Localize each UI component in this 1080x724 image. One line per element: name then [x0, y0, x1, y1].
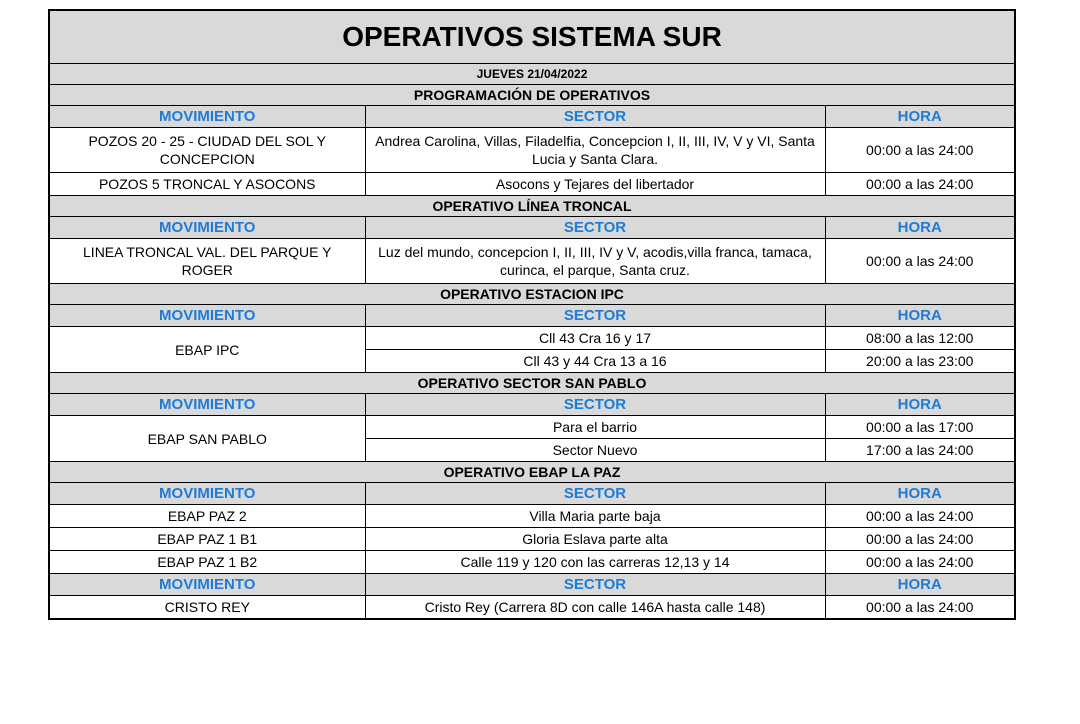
- header-sector: SECTOR: [365, 106, 825, 128]
- hora-cell: 00:00 a las 24:00: [825, 239, 1015, 284]
- table-row: [49, 128, 1015, 173]
- hora-cell: 00:00 a las 24:00: [825, 596, 1015, 620]
- table-row: [49, 327, 1015, 350]
- section-title-sanpablo: OPERATIVO SECTOR SAN PABLO: [49, 373, 1015, 394]
- movimiento-cell: EBAP PAZ 1 B2: [49, 551, 365, 574]
- header-movimiento: MOVIMIENTO: [49, 217, 365, 239]
- header-hora: HORA: [825, 394, 1015, 416]
- hora-cell: 08:00 a las 12:00: [825, 327, 1015, 350]
- header-hora: HORA: [825, 483, 1015, 505]
- sector-cell: Andrea Carolina, Villas, Filadelfia, Concepcion I, II, III, IV, V y VI, Santa Lucia y Santa Clara.: [365, 128, 825, 173]
- operativos-table: [48, 9, 1016, 620]
- table-row: [49, 551, 1015, 574]
- hora-cell: 00:00 a las 24:00: [825, 173, 1015, 196]
- hora-cell: 00:00 a las 24:00: [825, 128, 1015, 173]
- hora-cell: 00:00 a las 24:00: [825, 528, 1015, 551]
- section-title-lapaz: OPERATIVO EBAP LA PAZ: [49, 462, 1015, 483]
- header-sector: SECTOR: [365, 483, 825, 505]
- movimiento-cell: EBAP PAZ 1 B1: [49, 528, 365, 551]
- header-movimiento: MOVIMIENTO: [49, 394, 365, 416]
- hora-cell: 00:00 a las 17:00: [825, 416, 1015, 439]
- header-sector: SECTOR: [365, 217, 825, 239]
- sector-cell: Calle 119 y 120 con las carreras 12,13 y 14: [365, 551, 825, 574]
- table-row: [49, 596, 1015, 620]
- sector-cell: Cll 43 y 44 Cra 13 a 16: [365, 350, 825, 373]
- sector-cell: Sector Nuevo: [365, 439, 825, 462]
- table-row: [49, 528, 1015, 551]
- section-title-ipc: OPERATIVO ESTACION IPC: [49, 284, 1015, 305]
- movimiento-cell: POZOS 5 TRONCAL Y ASOCONS: [49, 173, 365, 196]
- movimiento-cell: LINEA TRONCAL VAL. DEL PARQUE Y ROGER: [49, 239, 365, 284]
- sector-cell: Para el barrio: [365, 416, 825, 439]
- header-sector: SECTOR: [365, 305, 825, 327]
- header-hora: HORA: [825, 305, 1015, 327]
- hora-cell: 00:00 a las 24:00: [825, 551, 1015, 574]
- table-row: [49, 505, 1015, 528]
- header-movimiento: MOVIMIENTO: [49, 106, 365, 128]
- section-title-programacion: PROGRAMACIÓN DE OPERATIVOS: [49, 85, 1015, 106]
- sector-cell: Asocons y Tejares del libertador: [365, 173, 825, 196]
- header-hora: HORA: [825, 106, 1015, 128]
- header-movimiento: MOVIMIENTO: [49, 483, 365, 505]
- section-title-troncal: OPERATIVO LÍNEA TRONCAL: [49, 196, 1015, 217]
- movimiento-cell: EBAP SAN PABLO: [49, 416, 365, 462]
- table-row: [49, 239, 1015, 284]
- sector-cell: Cristo Rey (Carrera 8D con calle 146A hasta calle 148): [365, 596, 825, 620]
- header-movimiento: MOVIMIENTO: [49, 574, 365, 596]
- hora-cell: 00:00 a las 24:00: [825, 505, 1015, 528]
- movimiento-cell: CRISTO REY: [49, 596, 365, 620]
- hora-cell: 20:00 a las 23:00: [825, 350, 1015, 373]
- sector-cell: Villa Maria parte baja: [365, 505, 825, 528]
- header-hora: HORA: [825, 217, 1015, 239]
- header-sector: SECTOR: [365, 394, 825, 416]
- movimiento-cell: POZOS 20 - 25 - CIUDAD DEL SOL Y CONCEPCION: [49, 128, 365, 173]
- date-label: JUEVES 21/04/2022: [49, 64, 1015, 85]
- movimiento-cell: EBAP IPC: [49, 327, 365, 373]
- page-title: OPERATIVOS SISTEMA SUR: [49, 10, 1015, 64]
- hora-cell: 17:00 a las 24:00: [825, 439, 1015, 462]
- header-hora: HORA: [825, 574, 1015, 596]
- movimiento-cell: EBAP PAZ 2: [49, 505, 365, 528]
- sector-cell: Luz del mundo, concepcion I, II, III, IV y V, acodis,villa franca, tamaca, curinca, el parque, Santa cruz.: [365, 239, 825, 284]
- header-sector: SECTOR: [365, 574, 825, 596]
- sector-cell: Gloria Eslava parte alta: [365, 528, 825, 551]
- sector-cell: Cll 43 Cra 16 y 17: [365, 327, 825, 350]
- table-row: [49, 416, 1015, 439]
- header-movimiento: MOVIMIENTO: [49, 305, 365, 327]
- table-row: [49, 173, 1015, 196]
